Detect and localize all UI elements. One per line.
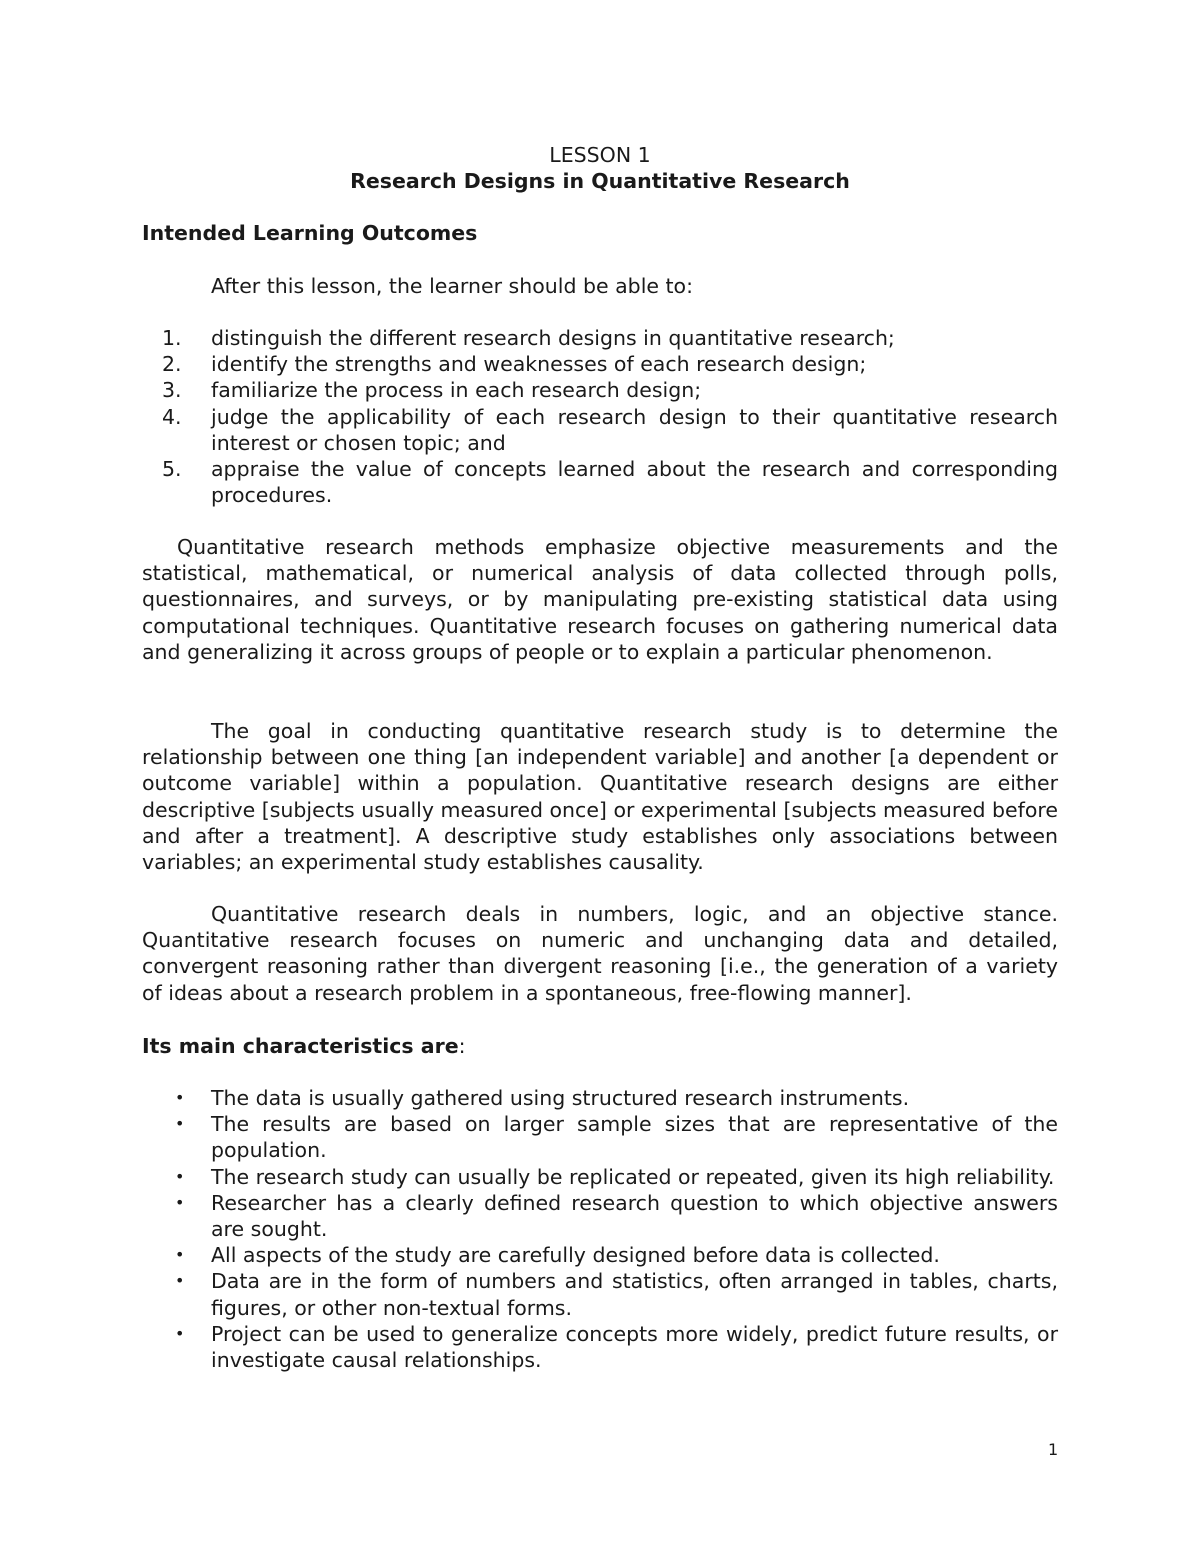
list-number: 5. — [162, 457, 182, 482]
list-item-text: Project can be used to generalize concepts more widely, predict future results, or investigate causal relationships. — [211, 1321, 1058, 1373]
lesson-label: LESSON 1 — [549, 143, 651, 167]
list-item-text: The data is usually gathered using structured research instruments. — [211, 1086, 910, 1110]
list-item-text: judge the applicability of each research design to their quantitative research interest or chosen topic; and — [211, 404, 1058, 455]
list-item — [142, 1268, 1058, 1320]
lesson-title: Research Designs in Quantitative Research — [350, 169, 850, 193]
list-item-text: Data are in the form of numbers and statistics, often arranged in tables, charts, figures, or other non-textual forms. — [211, 1269, 1058, 1320]
list-number: 1. — [162, 326, 182, 350]
list-item-text: familiarize the process in each research design; — [211, 378, 702, 403]
list-item — [142, 325, 1058, 351]
list-item — [142, 1242, 1058, 1268]
list-item-text: All aspects of the study are carefully designed before data is collected. — [211, 1243, 940, 1268]
bullet-icon: • — [175, 1192, 185, 1212]
bullet-icon: • — [175, 1245, 185, 1265]
characteristics-list — [142, 1085, 1058, 1373]
list-number: 4. — [162, 404, 182, 429]
list-item — [142, 1085, 1058, 1111]
list-number: 3. — [162, 378, 182, 403]
list-item-text: The results are based on larger sample sizes that are representative of the population. — [211, 1112, 1058, 1163]
list-item — [142, 377, 1058, 403]
outcomes-intro: After this lesson, the learner should be able to: — [211, 274, 694, 298]
outcomes-heading: Intended Learning Outcomes — [142, 221, 478, 245]
bullet-icon: • — [175, 1271, 185, 1291]
characteristics-heading-colon: : — [458, 1034, 466, 1058]
list-item-text: distinguish the different research designs in quantitative research; — [211, 326, 895, 350]
list-item-text: appraise the value of concepts learned about the research and corresponding procedures. — [211, 457, 1058, 508]
list-item — [142, 404, 1058, 456]
list-item-text: identify the strengths and weaknesses of each research design; — [211, 352, 867, 377]
bullet-icon: • — [175, 1114, 185, 1134]
bullet-icon: • — [175, 1166, 185, 1186]
paragraph-goal: The goal in conducting quantitative research study is to determine the relationship between one thing [an independent variable] and another [a dependent or outcome variable] within a population. Quantitative research designs are either descriptive [subjects usually measured once] or experimental [subjects measured before and after a treatment]. A descriptive study establishes only associations between variables; an experimental study establishes causality. — [142, 719, 1058, 875]
list-item — [142, 351, 1058, 377]
bullet-icon: • — [175, 1323, 185, 1343]
list-item-text: The research study can usually be replicated or repeated, given its high reliability. — [211, 1164, 1055, 1189]
list-item — [142, 1164, 1058, 1190]
list-item — [142, 456, 1058, 508]
outcomes-list — [142, 325, 1058, 508]
list-number: 2. — [162, 352, 182, 377]
list-item — [142, 1321, 1058, 1373]
list-item — [142, 1190, 1058, 1242]
page-number: 1 — [1048, 1440, 1059, 1459]
list-item — [142, 1111, 1058, 1163]
paragraph-numbers: Quantitative research deals in numbers, logic, and an objective stance. Quantitative research focuses on numeric and unchanging data and detailed, convergent reasoning rather than divergent reasoning [i.e., the generation of a variety of ideas about a research problem in a spontaneous, free-flowing manner]. — [142, 902, 1058, 1005]
bullet-icon: • — [175, 1088, 185, 1107]
characteristics-heading — [142, 1033, 466, 1059]
list-item-text: Researcher has a clearly defined research question to which objective answers are sought. — [211, 1190, 1058, 1242]
paragraph-methods: Quantitative research methods emphasize objective measurements and the statistical, mathematical, or numerical analysis of data collected through polls, questionnaires, and surveys, or by manipulating pre-existing statistical data using computational techniques. Quantitative research focuses on gathering numerical data and generalizing it across groups of people or to explain a particular phenomenon. — [142, 535, 1058, 664]
characteristics-heading-text: Its main characteristics are — [142, 1034, 459, 1058]
